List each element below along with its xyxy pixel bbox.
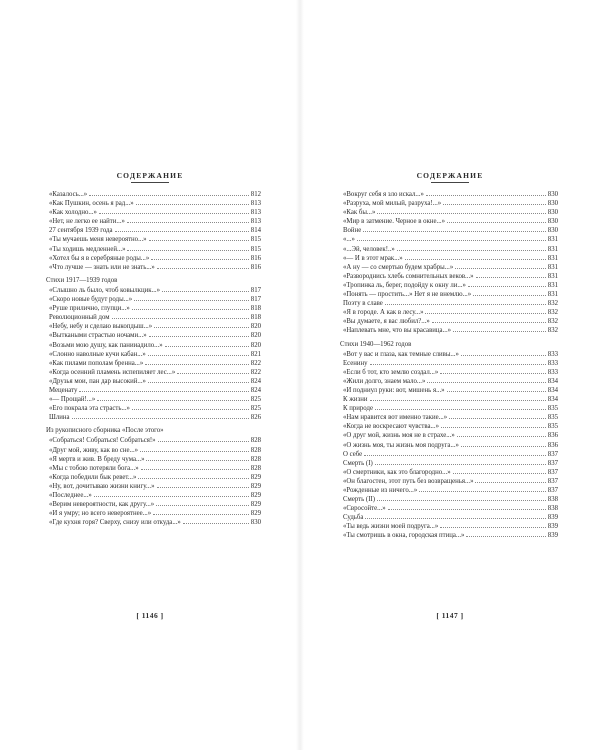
dot-leader [158, 435, 249, 442]
toc-entry-page: 831 [547, 291, 558, 299]
toc-entry-page: 815 [250, 245, 261, 253]
toc-entry [340, 325, 558, 334]
dot-leader [112, 312, 249, 319]
toc-entry-page: 826 [250, 414, 261, 422]
toc-entry-page: 831 [547, 254, 558, 262]
toc-entry [340, 216, 558, 225]
toc-entry [46, 321, 261, 330]
page-number: [ 1147 ] [436, 611, 464, 620]
toc-entry-page: 829 [250, 492, 261, 499]
toc-entry [340, 189, 558, 198]
dot-leader [97, 394, 249, 401]
toc-entry-title: «И я умру; но всего невероятнее...» [49, 510, 152, 518]
toc-entry [46, 303, 261, 312]
toc-entry [46, 454, 261, 463]
toc-entry [340, 298, 558, 307]
dot-leader [443, 198, 546, 205]
dot-leader [385, 298, 546, 305]
toc-entry-title: «Ну, вот, дочитываю жизни книгу...» [49, 482, 155, 490]
header-rule [131, 182, 169, 183]
toc-entry [46, 207, 261, 216]
toc-entry [340, 467, 558, 476]
toc-entry-title: Судьба [343, 514, 364, 522]
toc-entry [46, 234, 261, 243]
toc-entry-page: 828 [250, 464, 261, 472]
toc-entry-title: «Мир в затмение. Черное в окне...» [343, 218, 446, 226]
dot-leader [140, 445, 249, 452]
toc-entry [340, 271, 558, 280]
dot-leader [441, 421, 546, 428]
dot-leader [475, 476, 545, 483]
toc-entry-title: Меценату [49, 386, 78, 394]
toc-entry [46, 499, 261, 508]
dot-leader [365, 512, 545, 519]
toc-entry-page: 834 [547, 377, 558, 385]
dot-leader [377, 494, 546, 501]
toc-entry [340, 244, 558, 253]
dot-leader [148, 349, 249, 356]
dot-leader [440, 521, 546, 528]
toc-entry-page: 838 [547, 496, 558, 504]
toc-entry [46, 312, 261, 321]
toc-entry-title: «Друг мой, живу, как во сне...» [49, 446, 139, 454]
toc-entry-page: 818 [250, 314, 261, 322]
toc-entry [340, 412, 558, 421]
toc-entry-title: «Наплевать мне, что вы красавица...» [343, 327, 452, 335]
dot-leader [427, 376, 545, 383]
dot-leader [115, 225, 249, 232]
toc-entry-page: 824 [250, 386, 261, 394]
toc-entry [46, 189, 261, 198]
toc-entry-page: 815 [250, 236, 261, 244]
toc-entry [46, 349, 261, 358]
toc-entry-page: 837 [547, 487, 558, 494]
toc-entry-page: 812 [250, 191, 261, 198]
toc-entry-page: 817 [250, 286, 261, 294]
dot-leader [363, 225, 546, 232]
toc-entry-page: 813 [250, 218, 261, 226]
toc-entry-title: «Собраться! Собраться! Собраться!» [49, 437, 156, 445]
toc-entry-title: «Развороднись хлебь сомнительных веков...» [343, 272, 474, 280]
dot-leader [183, 517, 249, 524]
running-header: СОДЕРЖАНИЕ [416, 171, 484, 180]
table-of-contents [46, 189, 261, 526]
toc-section-heading: Стихи 1940—1962 годов [340, 340, 412, 348]
toc-entry-page: 839 [547, 532, 558, 540]
toc-entry-page: 830 [547, 191, 558, 198]
toc-entry-title: «— Прощай!...» [49, 396, 96, 404]
toc-entry-page: 829 [250, 501, 261, 509]
dot-leader [426, 189, 546, 196]
toc-entry-page: 834 [547, 396, 558, 404]
toc-entry-title: «Когда не воскресают чувства...» [343, 423, 439, 431]
dot-leader [72, 412, 249, 419]
toc-entry-title: «Ты смотришь в окна, городская птица...» [343, 532, 465, 540]
toc-entry-page: 833 [547, 368, 558, 376]
toc-entry-page: 813 [250, 209, 261, 217]
dot-leader [388, 503, 546, 510]
toc-entry [46, 376, 261, 385]
toc-entry-page: 838 [547, 505, 558, 513]
toc-entry [46, 294, 261, 303]
toc-entry-title: «Слышно ль было, чтоб ковылкцик...» [49, 286, 161, 294]
toc-entry-title: «Последнее...» [49, 492, 92, 499]
toc-entry-title: «Когда осенний пламень испепиляет лес...» [49, 368, 176, 376]
toc-entry [340, 440, 558, 449]
toc-entry-page: 830 [250, 519, 261, 527]
toc-entry-page: 816 [250, 254, 261, 262]
toc-entry-title: Шлина [49, 414, 70, 422]
toc-entry-page: 820 [250, 332, 261, 340]
toc-entry [46, 508, 261, 517]
toc-entry [46, 253, 261, 262]
dot-leader [134, 294, 249, 301]
toc-entry-page: 839 [547, 514, 558, 522]
toc-entry [46, 198, 261, 207]
toc-entry-title: «Хотел бы я в серебряные роды...» [49, 254, 150, 262]
toc-entry-page: 817 [250, 296, 261, 304]
toc-entry-title: «...Эй, человек!..» [343, 245, 395, 253]
dot-leader [145, 358, 249, 365]
toc-entry-title: «Он благостен, этот путь без возвращенья...» [343, 477, 474, 485]
toc-entry-page: 825 [250, 396, 261, 404]
dot-leader [364, 449, 546, 456]
toc-entry-title: «Свросойте...» [343, 505, 386, 513]
dot-leader [151, 253, 249, 260]
toc-entry-page: 837 [547, 468, 558, 476]
toc-entry [46, 481, 261, 490]
toc-entry-title: 27 сентября 1939 года [49, 227, 113, 235]
toc-entry [46, 225, 261, 234]
dot-leader [138, 472, 248, 479]
toc-entry-title: «Как холодно...» [49, 209, 97, 217]
dot-leader [165, 340, 249, 347]
toc-entry-title: «Тропинка ль, берег, подойду к окну ли...» [343, 281, 466, 289]
toc-entry [46, 216, 261, 225]
dot-leader [162, 285, 249, 292]
toc-entry-title: «И подниул руки: вот, мишень я...» [343, 386, 445, 394]
dot-leader [156, 499, 249, 506]
dot-leader [357, 234, 546, 241]
toc-entry-page: 834 [547, 386, 558, 394]
dot-leader [455, 262, 546, 269]
dot-leader [419, 485, 546, 492]
toc-entry [46, 435, 261, 444]
toc-entry [340, 485, 558, 494]
toc-entry-page: 835 [547, 414, 558, 422]
toc-entry [46, 412, 261, 421]
toc-entry-page: 825 [250, 405, 261, 413]
toc-entry [46, 490, 261, 499]
toc-entry [46, 394, 261, 403]
toc-entry-title: «Жили долго, знаем мало...» [343, 377, 426, 385]
toc-entry-title: К природе [343, 405, 373, 413]
toc-entry-title: «Как Пушкин, осень я рад...» [49, 200, 134, 208]
toc-entry-title: «Ты мучаешь меня невероятно...» [49, 236, 147, 244]
dot-leader [375, 403, 546, 410]
toc-entry-title: «Рожденные из ничего...» [343, 487, 418, 494]
toc-entry [340, 503, 558, 512]
toc-entry-page: 830 [547, 227, 558, 235]
toc-entry-page: 820 [250, 341, 261, 349]
toc-entry [340, 421, 558, 430]
dot-leader [468, 280, 546, 287]
dot-leader [473, 289, 546, 296]
dot-leader [149, 234, 249, 241]
dot-leader [157, 481, 249, 488]
dot-leader [99, 207, 249, 214]
dot-leader [370, 394, 546, 401]
toc-entry-page: 821 [250, 350, 261, 358]
toc-entry [340, 521, 558, 530]
toc-entry-title: «...» [343, 236, 355, 244]
toc-entry-page: 828 [250, 446, 261, 454]
toc-section-heading: Из рукописного сборника «После этого» [46, 427, 164, 435]
toc-entry-page: 839 [547, 523, 558, 531]
toc-entry [46, 340, 261, 349]
toc-entry-page: 831 [547, 281, 558, 289]
toc-entry-title: «Нет, не легко ее найти...» [49, 218, 125, 226]
toc-entry [340, 530, 558, 539]
dot-leader [136, 198, 249, 205]
toc-entry-page: 831 [547, 245, 558, 253]
toc-entry-page: 830 [547, 200, 558, 208]
toc-entry [340, 198, 558, 207]
toc-entry-page: 816 [250, 263, 261, 271]
dot-leader [132, 403, 249, 410]
dot-leader [397, 244, 546, 251]
dot-leader [132, 303, 249, 310]
toc-entry-page: 835 [547, 405, 558, 413]
dot-leader [149, 330, 249, 337]
toc-entry-title: «Как пилами пополам бренна...» [49, 359, 144, 367]
toc-entry-title: «Ты ведь жизни моей подруга...» [343, 523, 439, 531]
toc-entry-title: «Вот у вас и глаза, как темные сливы...» [343, 350, 459, 358]
toc-entry-page: 830 [547, 218, 558, 226]
dot-leader [457, 430, 546, 437]
toc-entry-title: «О друг мой, жизнь моя не в страхе...» [343, 432, 455, 440]
page-number: [ 1146 ] [136, 611, 164, 620]
dot-leader [453, 325, 546, 332]
toc-entry-title: О себе [343, 450, 363, 458]
toc-entry [340, 289, 558, 298]
toc-entry [340, 225, 558, 234]
dot-leader [177, 367, 249, 374]
toc-entry-title: «— И в этот мрак...» [343, 254, 403, 262]
toc-entry-title: Смерть (II) [343, 496, 375, 504]
toc-entry-page: 832 [547, 327, 558, 335]
toc-entry-page: 837 [547, 450, 558, 458]
dot-leader [440, 367, 546, 374]
toc-entry [340, 403, 558, 412]
toc-entry-title: Поэту в славе [343, 300, 383, 308]
toc-entry-title: «Небу, небу и сделаю выкопдыш...» [49, 323, 153, 331]
toc-entry-title: «Понять — простить...» Нет я не внемлю...» [343, 291, 472, 299]
toc-entry-page: 831 [547, 263, 558, 271]
toc-entry [46, 367, 261, 376]
dot-leader [449, 412, 546, 419]
dot-leader [461, 440, 546, 447]
dot-leader [94, 490, 249, 497]
toc-entry [340, 316, 558, 325]
toc-entry [46, 445, 261, 454]
toc-entry [340, 458, 558, 467]
toc-entry-page: 822 [250, 368, 261, 376]
toc-entry-title: «А ну — со смертью будем храбры...» [343, 263, 454, 271]
toc-entry-title: К жизни [343, 396, 368, 404]
toc-entry-page: 835 [547, 423, 558, 431]
toc-entry-page: 829 [250, 510, 261, 518]
dot-leader [127, 216, 249, 223]
toc-entry-page: 814 [250, 227, 261, 235]
toc-entry [340, 385, 558, 394]
dot-leader [153, 508, 249, 515]
toc-entry-title: «Друзья мои, пан дар высокий...» [49, 377, 146, 385]
toc-entry-page: 822 [250, 359, 261, 367]
toc-entry-page: 833 [547, 359, 558, 367]
toc-entry-page: 829 [250, 473, 261, 481]
toc-entry [340, 234, 558, 243]
toc-entry [340, 253, 558, 262]
toc-entry-title: «Где кухня горя? Сверху, снизу или откуда...» [49, 519, 181, 527]
toc-entry-title: Есенину [343, 359, 368, 367]
toc-entry [46, 244, 261, 253]
dot-leader [466, 530, 545, 537]
toc-entry-title: «Я мертв и жив. В бреду чума...» [49, 455, 145, 463]
toc-entry [46, 463, 261, 472]
toc-entry [340, 207, 558, 216]
toc-entry [340, 430, 558, 439]
toc-entry-title: «Если б тот, кто землю создал...» [343, 368, 439, 376]
toc-entry-page: 818 [250, 305, 261, 313]
toc-entry-title: «Вы думаете, я вас любил?...» [343, 318, 430, 326]
toc-entry-title: «Я в городе. А как в лесу...» [343, 309, 424, 317]
toc-entry-title: «О жизнь моя, ты жизнь моя подруга...» [343, 441, 459, 449]
dot-leader [370, 358, 546, 365]
toc-entry-page: 824 [250, 377, 261, 385]
toc-entry-page: 833 [547, 350, 558, 358]
toc-entry-title: «Слонно наволные кучи кабан...» [49, 350, 146, 358]
toc-entry [340, 367, 558, 376]
toc-entry-title: «Ты ходишь медленней...» [49, 245, 126, 253]
toc-entry-page: 836 [547, 441, 558, 449]
toc-entry-title: «Казалось...» [49, 191, 88, 198]
toc-entry [340, 449, 558, 458]
toc-entry [340, 349, 558, 358]
dot-leader [375, 458, 546, 465]
toc-entry [340, 358, 558, 367]
dot-leader [476, 271, 546, 278]
dot-leader [432, 316, 546, 323]
dot-leader [79, 385, 248, 392]
toc-entry-page: 836 [547, 432, 558, 440]
toc-entry-page: 820 [250, 323, 261, 331]
toc-entry [340, 494, 558, 503]
dot-leader [157, 262, 249, 269]
dot-leader [447, 216, 546, 223]
toc-entry-title: «Вокруг себя я зло искал...» [343, 191, 424, 198]
toc-entry [340, 512, 558, 521]
dot-leader [447, 385, 546, 392]
toc-section-heading: Стихи 1917—1939 годов [46, 276, 118, 284]
toc-entry [46, 385, 261, 394]
dot-leader [154, 321, 249, 328]
toc-entry [340, 280, 558, 289]
toc-entry-title: «Выткаными страстью ночами...» [49, 332, 147, 340]
toc-entry-title: «Что лучше — знать или не знать...» [49, 263, 155, 271]
toc-entry [46, 403, 261, 412]
dot-leader [405, 253, 546, 260]
toc-entry-title: «Мы с тобою потеряли бога...» [49, 464, 139, 472]
dot-leader [377, 207, 545, 214]
toc-entry-page: 828 [250, 437, 261, 445]
header-rule [431, 182, 469, 183]
toc-entry-title: «Скоро новые будут роды...» [49, 296, 133, 304]
toc-entry-title: Революционный дом [49, 314, 110, 322]
toc-entry [46, 330, 261, 339]
toc-entry [340, 262, 558, 271]
toc-entry-title: «Возьми мою душу, как панииадило...» [49, 341, 163, 349]
toc-entry [46, 358, 261, 367]
toc-entry [46, 285, 261, 294]
toc-entry-page: 832 [547, 300, 558, 308]
toc-entry-page: 829 [250, 482, 261, 490]
toc-entry-page: 831 [547, 236, 558, 244]
toc-entry-title: «Как бы...» [343, 209, 376, 217]
dot-leader [148, 376, 249, 383]
toc-entry-page: 832 [547, 309, 558, 317]
toc-entry [340, 307, 558, 316]
toc-entry-page: 830 [547, 209, 558, 217]
toc-entry-page: 837 [547, 477, 558, 485]
running-header: СОДЕРЖАНИЕ [116, 171, 184, 180]
toc-entry-title: «Разруха, мой милый, разруха!...» [343, 200, 442, 208]
toc-entry-page: 813 [250, 200, 261, 208]
toc-entry [340, 394, 558, 403]
toc-entry-title: Войне [343, 227, 362, 235]
toc-entry-title: «Верим невероятности, как другу...» [49, 501, 155, 509]
toc-entry-page: 837 [547, 459, 558, 467]
toc-entry-title: «Руше прилично, глупци...» [49, 305, 130, 313]
toc-entry [46, 472, 261, 481]
right-page [300, 0, 600, 750]
toc-entry-title: «Его покрала эта страсть...» [49, 405, 130, 413]
toc-entry-title: «Нам нравится вот именно такие...» [343, 414, 448, 422]
toc-entry-page: 828 [250, 455, 261, 463]
dot-leader [425, 307, 545, 314]
toc-entry [340, 476, 558, 485]
table-of-contents [340, 189, 558, 540]
dot-leader [127, 244, 248, 251]
dot-leader [89, 189, 249, 196]
toc-entry-page: 831 [547, 272, 558, 280]
toc-entry [340, 376, 558, 385]
toc-entry-page: 832 [547, 318, 558, 326]
toc-entry [46, 262, 261, 271]
dot-leader [146, 454, 248, 461]
toc-entry-title: Смерть (I) [343, 459, 373, 467]
dot-leader [461, 349, 546, 356]
toc-entry [46, 517, 261, 526]
toc-entry-title: «О смертники, как это благородно...» [343, 468, 451, 476]
dot-leader [453, 467, 546, 474]
toc-entry-title: «Когда победили бык ревет...» [49, 473, 137, 481]
dot-leader [141, 463, 249, 470]
